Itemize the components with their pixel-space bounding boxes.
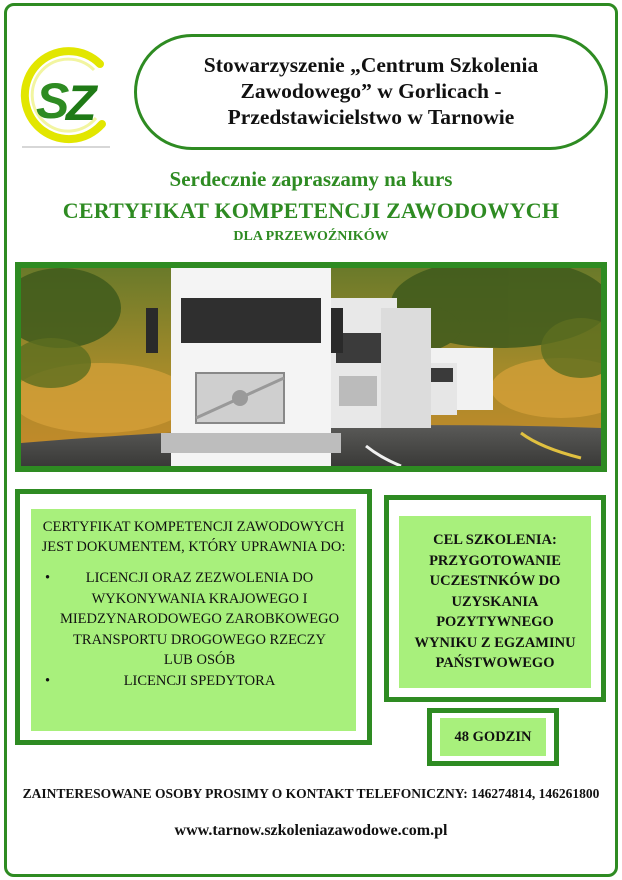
contact-phone: ZAINTERESOWANE OSOBY PROSIMY O KONTAKT TELEFONICZNY: 146274814, 146261800 (22, 786, 600, 801)
organization-title: Stowarzyszenie „Centrum Szkolenia Zawodowego” w Gorlicach - Przedstawicielstwo w Tarnowie (203, 53, 539, 129)
svg-text:Z: Z (66, 75, 97, 131)
invite-line: Serdecznie zapraszamy na kurs (169, 167, 453, 191)
photo-frame (15, 262, 607, 472)
hours-label: 48 GODZIN (454, 728, 532, 745)
goal-panel (399, 516, 591, 688)
hours-badge (440, 718, 546, 756)
goal-text: CEL SZKOLENIA: PRZYGOTOWANIE UCZESTNKÓW DO UZYSKANIA POZYTYWNEGO WYNIKU Z EGZAMINU PAŃSTWOWEGO (414, 532, 576, 672)
requirements-lead: CERTYFIKAT KOMPETENCJI ZAWODOWYCH JEST DOKUMENTEM, KTÓRY UPRAWNIA DO: (41, 519, 346, 555)
svg-text:S: S (36, 73, 70, 129)
organization-title-box (134, 34, 608, 150)
list-item-text: LICENCJI SPEDYTORA (123, 672, 276, 689)
list-item-text: LICENCJI ORAZ ZEZWOLENIA DO WYKONYWANIA KRAJOWEGO I MIEDZYNARODOWEGO ZAROBKOWEGO TRANSPORTU DROGOWEGO RZECZY LUB OSÓB (59, 570, 340, 668)
requirements-panel (31, 509, 356, 731)
list-item (41, 671, 346, 692)
course-title: CERTYFIKAT KOMPETENCJI ZAWODOWYCH (62, 198, 560, 223)
website-link[interactable]: www.tarnow.szkoleniazawodowe.com.pl (174, 822, 448, 839)
logo-caption-line (22, 146, 110, 148)
trucks-on-road-photo (21, 268, 601, 466)
csz-logo-icon (14, 40, 118, 152)
list-item (41, 568, 346, 671)
bullet-icon: • (45, 672, 51, 689)
requirements-list (41, 568, 346, 691)
bullet-icon: • (45, 570, 51, 586)
course-subtitle: DLA PRZEWOŹNIKÓW (233, 229, 389, 244)
